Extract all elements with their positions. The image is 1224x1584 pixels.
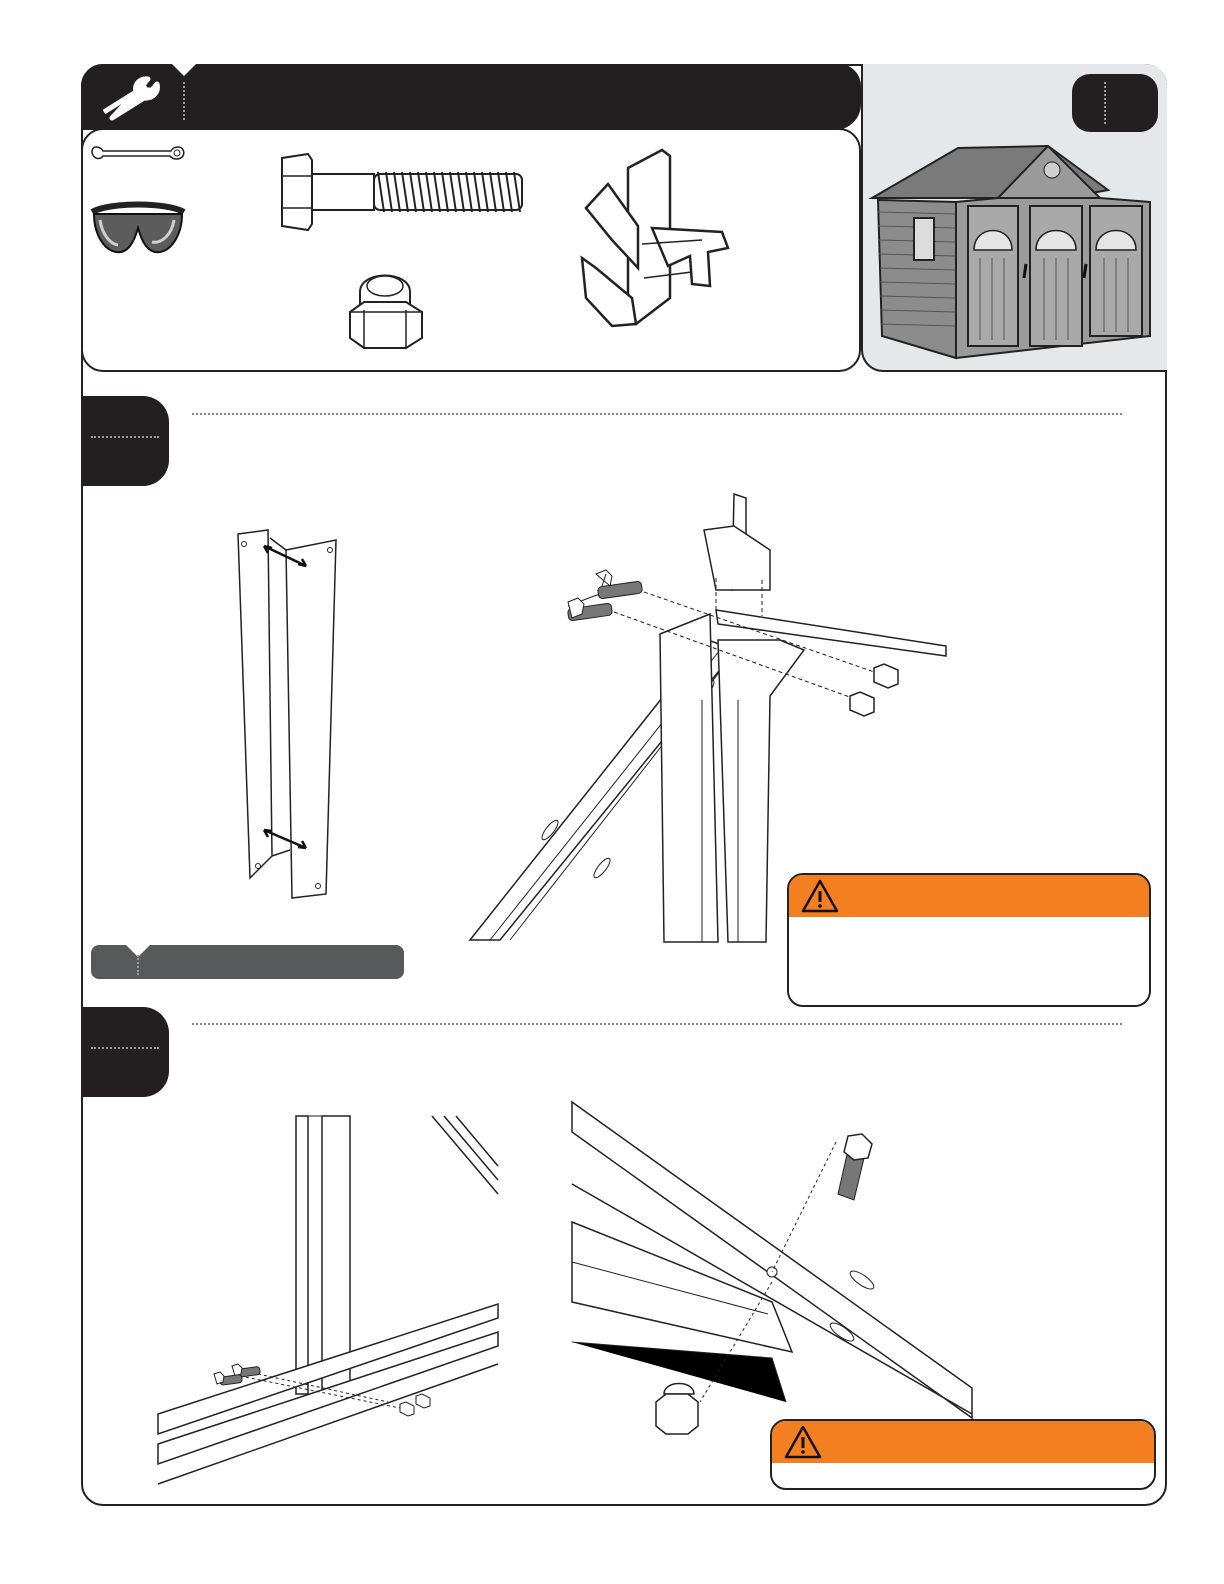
step-divider-2 bbox=[192, 1023, 1122, 1025]
channel-panel-illustration bbox=[232, 526, 344, 906]
floor-beam-assembly-illustration bbox=[158, 1114, 500, 1486]
warning-box-2 bbox=[770, 1419, 1156, 1490]
warning-triangle-icon bbox=[784, 1425, 822, 1459]
page-number-tab bbox=[1072, 74, 1158, 132]
step-tab-1 bbox=[81, 396, 169, 486]
note-divider bbox=[137, 955, 139, 975]
shed-illustration bbox=[868, 140, 1158, 365]
header-notch bbox=[170, 62, 198, 76]
warning-header-1 bbox=[789, 875, 1149, 917]
step-dots-2 bbox=[91, 1047, 159, 1049]
header-bar bbox=[81, 64, 861, 130]
acorn-nut-part bbox=[346, 262, 428, 352]
page-number-divider bbox=[1104, 82, 1106, 124]
safety-glasses-icon bbox=[90, 198, 186, 260]
step-divider-1 bbox=[192, 413, 1122, 415]
wrench-icon bbox=[98, 74, 162, 118]
warning-box-1 bbox=[787, 873, 1151, 1007]
combination-wrench-icon bbox=[90, 144, 186, 164]
roof-bracket-part bbox=[572, 148, 732, 338]
warning-triangle-icon bbox=[801, 879, 839, 913]
hex-bolt-part bbox=[278, 152, 528, 232]
step-tab-2 bbox=[81, 1007, 169, 1097]
warning-header-2 bbox=[772, 1421, 1154, 1463]
step-dots-1 bbox=[91, 436, 159, 438]
rafter-bolt-detail-illustration bbox=[572, 1102, 974, 1444]
header-divider bbox=[183, 82, 185, 120]
